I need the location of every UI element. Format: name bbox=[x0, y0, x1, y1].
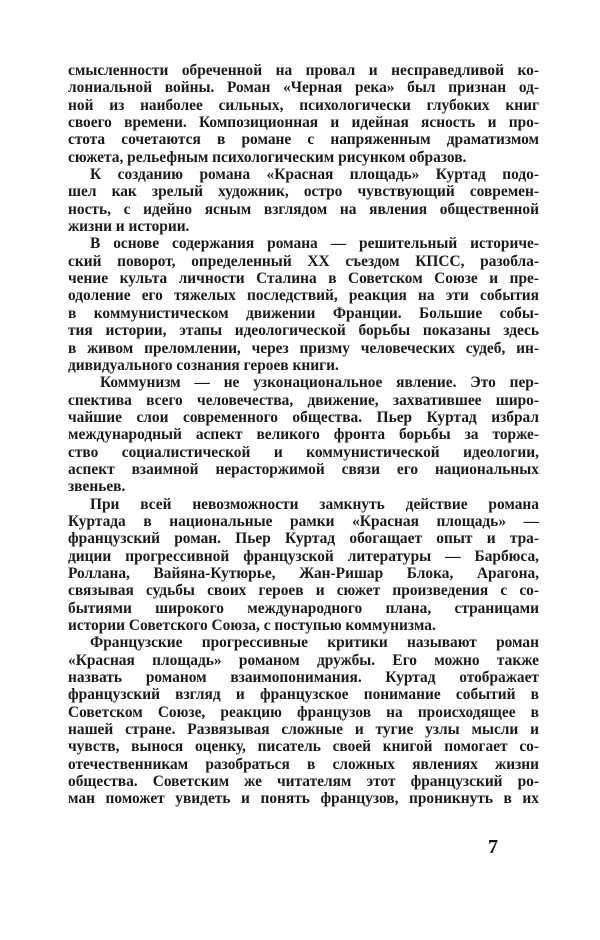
text-line: французский роман. Пьер Куртад обогащает опыт и тра- bbox=[68, 530, 539, 548]
text-line: стота сочетаются в романе с напряженным драматизмом bbox=[68, 131, 539, 149]
text-line: одоление его тяжелых последствий, реакция на эти события bbox=[68, 287, 539, 305]
paragraph bbox=[68, 374, 539, 495]
text-line: отечественникам разобраться в сложных явлениях жизни bbox=[68, 755, 539, 773]
text-line: французский взгляд и французское понимание событий в bbox=[68, 686, 539, 704]
text-line: ной из наиболее сильных, психологически глубоких книг bbox=[68, 96, 539, 114]
paragraph bbox=[68, 496, 539, 635]
text-line: «Красная площадь» романом дружбы. Его можно также bbox=[68, 651, 539, 669]
page-number: 7 bbox=[488, 836, 498, 858]
text-line: общества. Советским же читателям этот французский ро- bbox=[68, 773, 539, 791]
text-line: ство социалистической и коммунистической идеологии, bbox=[68, 443, 539, 461]
text-line: аспект взаимной нерасторжимой связи его национальных bbox=[68, 460, 539, 478]
paragraph bbox=[68, 235, 539, 374]
text-line: звеньев. bbox=[68, 478, 126, 496]
text-line: бытиями широкого международного плана, страницами bbox=[68, 599, 539, 617]
text-line: При всей невозможности замкнуть действие романа bbox=[90, 495, 539, 513]
text-line: Роллана, Вайяна-Кутюрье, Жан-Ришар Блока, Арагона, bbox=[68, 564, 539, 582]
text-line: чувств, вынося оценку, писатель своей книгой помогает со- bbox=[68, 738, 539, 756]
text-line: тия истории, этапы идеологической борьбы показаны здесь bbox=[68, 322, 539, 340]
text-line: истории Советского Союза, с поступью коммунизма. bbox=[68, 617, 436, 634]
text-line: в живом преломлении, через призму человеческих судеб, ин- bbox=[68, 339, 539, 357]
paragraph bbox=[68, 62, 539, 166]
text-line: нашей стране. Развязывая сложные и тугие узлы мысли и bbox=[68, 721, 539, 739]
text-line: К созданию романа «Красная площадь» Куртад подо- bbox=[90, 166, 539, 184]
text-line: Советском Союзе, реакцию французов на происходящее в bbox=[68, 703, 539, 721]
text-line: сюжета, рельефным психологическим рисунком образов. bbox=[68, 148, 467, 166]
text-line: назвать романом взаимопонимания. Куртад отображает bbox=[68, 669, 539, 687]
text-line: чение культа личности Сталина в Советском Союзе и пре- bbox=[68, 270, 539, 288]
text-line: смысленности обреченной на провал и несправедливой ко- bbox=[68, 62, 539, 79]
paragraph bbox=[68, 166, 539, 235]
paragraph bbox=[68, 634, 539, 807]
page-body-text bbox=[68, 62, 539, 808]
text-line: лониальной войны. Роман «Черная река» был признан од- bbox=[68, 79, 539, 97]
text-line: Французские прогрессивные критики называют роман bbox=[90, 634, 539, 652]
text-line: Коммунизм — не узконациональное явление. Это пер- bbox=[100, 374, 539, 392]
text-line: Куртада в национальные рамки «Красная площадь» — bbox=[68, 512, 539, 530]
text-line: ность, с идейно ясным взглядом на явления общественной bbox=[68, 200, 539, 218]
text-line: связывая судьбы своих героев и сюжет произведения с со- bbox=[68, 582, 539, 600]
text-line: ман поможет увидеть и понять французов, проникнуть в их bbox=[68, 790, 539, 808]
text-line: шел как зрелый художник, остро чувствующий современ- bbox=[68, 183, 539, 201]
text-line: ский поворот, определенный XX съездом КПСС, разобла- bbox=[68, 252, 539, 270]
text-line: жизни и истории. bbox=[68, 218, 190, 236]
text-line: в коммунистическом движении Франции. Большие собы- bbox=[68, 304, 539, 322]
text-line: чайшие слои современного общества. Пьер Куртад избрал bbox=[68, 408, 539, 426]
text-line: спектива всего человечества, движение, захватившее широ- bbox=[68, 391, 539, 409]
text-line: своего времени. Композиционная и идейная ясность и про- bbox=[68, 114, 539, 132]
text-line: В основе содержания романа — решительный историче- bbox=[90, 235, 539, 253]
text-line: международный аспект великого фронта борьбы за торже- bbox=[68, 426, 539, 444]
text-line: диции прогрессивной французской литературы — Барбюса, bbox=[68, 547, 539, 565]
text-line: дивидуального сознания героев книги. bbox=[68, 356, 339, 374]
